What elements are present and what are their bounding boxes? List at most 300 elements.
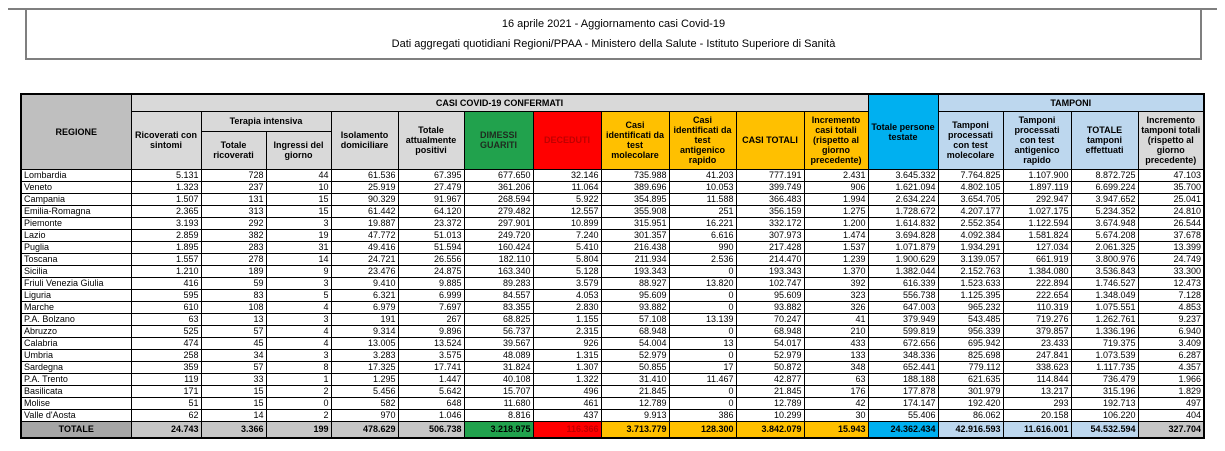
value-cell: 735.988 xyxy=(601,169,669,181)
value-cell: 3.579 xyxy=(533,277,601,289)
value-cell: 189 xyxy=(201,265,266,277)
value-cell: 0 xyxy=(669,289,736,301)
region-name-cell: Valle d'Aosta xyxy=(21,409,131,421)
value-cell: 2.431 xyxy=(804,169,868,181)
value-cell: 31.410 xyxy=(601,373,669,385)
value-cell: 4 xyxy=(266,337,331,349)
value-cell: 54.017 xyxy=(736,337,804,349)
value-cell: 556.738 xyxy=(868,289,938,301)
value-cell: 32.146 xyxy=(533,169,601,181)
value-cell: 192.420 xyxy=(938,397,1003,409)
value-cell: 15 xyxy=(201,385,266,397)
region-name-cell: Lombardia xyxy=(21,169,131,181)
value-cell: 1.046 xyxy=(398,409,464,421)
value-cell: 89.283 xyxy=(464,277,533,289)
total-value-cell: 506.738 xyxy=(398,421,464,438)
value-cell: 108 xyxy=(201,301,266,313)
value-cell: 1.200 xyxy=(804,217,868,229)
value-cell: 292 xyxy=(201,217,266,229)
value-cell: 211.934 xyxy=(601,253,669,265)
value-cell: 382 xyxy=(201,229,266,241)
value-cell: 0 xyxy=(669,385,736,397)
region-name-cell: Sardegna xyxy=(21,361,131,373)
value-cell: 3.947.652 xyxy=(1071,193,1138,205)
value-cell: 57 xyxy=(201,325,266,337)
value-cell: 83.355 xyxy=(464,301,533,313)
value-cell: 42 xyxy=(804,397,868,409)
table-row xyxy=(21,361,1204,373)
value-cell: 2.536 xyxy=(669,253,736,265)
value-cell: 1.155 xyxy=(533,313,601,325)
value-cell: 5 xyxy=(266,289,331,301)
group-header-casi-confermati: CASI COVID-19 CONFERMATI xyxy=(131,94,868,111)
value-cell: 102.747 xyxy=(736,277,804,289)
value-cell: 83 xyxy=(201,289,266,301)
value-cell: 9.410 xyxy=(331,277,398,289)
region-name-cell: Liguria xyxy=(21,289,131,301)
total-value-cell: 54.532.594 xyxy=(1071,421,1138,438)
value-cell: 348.336 xyxy=(868,349,938,361)
total-value-cell: 42.916.593 xyxy=(938,421,1003,438)
value-cell: 1.315 xyxy=(533,349,601,361)
value-cell: 52.979 xyxy=(736,349,804,361)
value-cell: 906 xyxy=(804,181,868,193)
value-cell: 15 xyxy=(266,193,331,205)
value-cell: 386 xyxy=(669,409,736,421)
value-cell: 50.855 xyxy=(601,361,669,373)
value-cell: 1.336.196 xyxy=(1071,325,1138,337)
value-cell: 474 xyxy=(131,337,201,349)
value-cell: 19 xyxy=(266,229,331,241)
value-cell: 736.479 xyxy=(1071,373,1138,385)
value-cell: 0 xyxy=(669,265,736,277)
column-header-casi-totali: CASI TOTALI xyxy=(736,111,804,169)
region-name-cell: P.A. Trento xyxy=(21,373,131,385)
value-cell: 348 xyxy=(804,361,868,373)
value-cell: 926 xyxy=(533,337,601,349)
value-cell: 64.120 xyxy=(398,205,464,217)
value-cell: 15 xyxy=(201,397,266,409)
value-cell: 3.800.976 xyxy=(1071,253,1138,265)
value-cell: 647.003 xyxy=(868,301,938,313)
value-cell: 356.159 xyxy=(736,205,804,217)
column-header-casi-molecolare: Casi identificati da test molecolare xyxy=(601,111,669,169)
value-cell: 1.307 xyxy=(533,361,601,373)
value-cell: 222.894 xyxy=(1003,277,1071,289)
value-cell: 0 xyxy=(669,349,736,361)
value-cell: 214.470 xyxy=(736,253,804,265)
value-cell: 1.966 xyxy=(1138,373,1204,385)
value-cell: 62 xyxy=(131,409,201,421)
value-cell: 90.329 xyxy=(331,193,398,205)
value-cell: 8.872.725 xyxy=(1071,169,1138,181)
value-cell: 54.004 xyxy=(601,337,669,349)
value-cell: 728 xyxy=(201,169,266,181)
value-cell: 48.089 xyxy=(464,349,533,361)
value-cell: 3.283 xyxy=(331,349,398,361)
value-cell: 433 xyxy=(804,337,868,349)
value-cell: 2.859 xyxy=(131,229,201,241)
value-cell: 91.967 xyxy=(398,193,464,205)
group-header-tamponi: TAMPONI xyxy=(938,94,1204,111)
value-cell: 17.741 xyxy=(398,361,464,373)
value-cell: 210 xyxy=(804,325,868,337)
value-cell: 23.372 xyxy=(398,217,464,229)
value-cell: 3 xyxy=(266,349,331,361)
value-cell: 11.588 xyxy=(669,193,736,205)
value-cell: 163.340 xyxy=(464,265,533,277)
value-cell: 14 xyxy=(201,409,266,421)
value-cell: 496 xyxy=(533,385,601,397)
value-cell: 41 xyxy=(804,313,868,325)
column-header-regione: REGIONE xyxy=(21,94,131,169)
value-cell: 1.322 xyxy=(533,373,601,385)
group-header-terapia-intensiva: Terapia intensiva xyxy=(201,111,331,131)
value-cell: 17.325 xyxy=(331,361,398,373)
value-cell: 35.700 xyxy=(1138,181,1204,193)
value-cell: 193.343 xyxy=(601,265,669,277)
value-cell: 3.645.332 xyxy=(868,169,938,181)
value-cell: 1.275 xyxy=(804,205,868,217)
value-cell: 301.979 xyxy=(938,385,1003,397)
total-value-cell: 3.842.079 xyxy=(736,421,804,438)
table-row xyxy=(21,241,1204,253)
value-cell: 49.416 xyxy=(331,241,398,253)
table-row xyxy=(21,277,1204,289)
total-value-cell: 3.366 xyxy=(201,421,266,438)
table-row xyxy=(21,181,1204,193)
value-cell: 379.949 xyxy=(868,313,938,325)
value-cell: 1.507 xyxy=(131,193,201,205)
value-cell: 2.830 xyxy=(533,301,601,313)
value-cell: 392 xyxy=(804,277,868,289)
value-cell: 355.908 xyxy=(601,205,669,217)
table-row xyxy=(21,169,1204,181)
value-cell: 610 xyxy=(131,301,201,313)
value-cell: 2 xyxy=(266,385,331,397)
value-cell: 1.829 xyxy=(1138,385,1204,397)
covid-data-table xyxy=(20,93,1205,439)
value-cell: 93.882 xyxy=(736,301,804,313)
column-header-ricoverati: Ricoverati con sintomi xyxy=(131,111,201,169)
value-cell: 10.299 xyxy=(736,409,804,421)
value-cell: 1.075.551 xyxy=(1071,301,1138,313)
table-row xyxy=(21,313,1204,325)
value-cell: 34 xyxy=(201,349,266,361)
value-cell: 6.699.224 xyxy=(1071,181,1138,193)
table-row xyxy=(21,253,1204,265)
value-cell: 332.172 xyxy=(736,217,804,229)
value-cell: 42.877 xyxy=(736,373,804,385)
value-cell: 3.409 xyxy=(1138,337,1204,349)
value-cell: 9.896 xyxy=(398,325,464,337)
value-cell: 621.635 xyxy=(938,373,1003,385)
table-row xyxy=(21,325,1204,337)
value-cell: 338.623 xyxy=(1003,361,1071,373)
total-value-cell: 3.713.779 xyxy=(601,421,669,438)
value-cell: 24.810 xyxy=(1138,205,1204,217)
value-cell: 63 xyxy=(804,373,868,385)
value-cell: 2.552.354 xyxy=(938,217,1003,229)
value-cell: 95.609 xyxy=(736,289,804,301)
value-cell: 24.875 xyxy=(398,265,464,277)
value-cell: 1.122.594 xyxy=(1003,217,1071,229)
value-cell: 307.973 xyxy=(736,229,804,241)
value-cell: 313 xyxy=(201,205,266,217)
value-cell: 525 xyxy=(131,325,201,337)
column-header-totale-ricoverati: Totale ricoverati xyxy=(201,131,266,169)
value-cell: 191 xyxy=(331,313,398,325)
region-name-cell: Emilia-Romagna xyxy=(21,205,131,217)
region-name-cell: Toscana xyxy=(21,253,131,265)
value-cell: 1.323 xyxy=(131,181,201,193)
value-cell: 95.609 xyxy=(601,289,669,301)
value-cell: 131 xyxy=(201,193,266,205)
value-cell: 10.053 xyxy=(669,181,736,193)
value-cell: 222.654 xyxy=(1003,289,1071,301)
value-cell: 127.034 xyxy=(1003,241,1071,253)
value-cell: 86.062 xyxy=(938,409,1003,421)
value-cell: 3 xyxy=(266,313,331,325)
value-cell: 3.536.843 xyxy=(1071,265,1138,277)
value-cell: 40.108 xyxy=(464,373,533,385)
value-cell: 15.707 xyxy=(464,385,533,397)
value-cell: 119 xyxy=(131,373,201,385)
value-cell: 1.621.094 xyxy=(868,181,938,193)
region-name-cell: Abruzzo xyxy=(21,325,131,337)
value-cell: 1.895 xyxy=(131,241,201,253)
value-cell: 1.107.900 xyxy=(1003,169,1071,181)
total-value-cell: 199 xyxy=(266,421,331,438)
value-cell: 3 xyxy=(266,217,331,229)
value-cell: 258 xyxy=(131,349,201,361)
total-value-cell: 24.362.434 xyxy=(868,421,938,438)
value-cell: 1 xyxy=(266,373,331,385)
table-row xyxy=(21,289,1204,301)
value-cell: 4 xyxy=(266,301,331,313)
value-cell: 4.802.105 xyxy=(938,181,1003,193)
value-cell: 595 xyxy=(131,289,201,301)
value-cell: 5.804 xyxy=(533,253,601,265)
total-value-cell: 15.943 xyxy=(804,421,868,438)
value-cell: 8 xyxy=(266,361,331,373)
column-header-tamponi-antigenico: Tamponi processati con test antigenico rapido xyxy=(1003,111,1071,169)
value-cell: 315.196 xyxy=(1071,385,1138,397)
value-cell: 315.951 xyxy=(601,217,669,229)
value-cell: 24.721 xyxy=(331,253,398,265)
value-cell: 51.013 xyxy=(398,229,464,241)
value-cell: 10.899 xyxy=(533,217,601,229)
value-cell: 9.314 xyxy=(331,325,398,337)
value-cell: 416 xyxy=(131,277,201,289)
value-cell: 1.295 xyxy=(331,373,398,385)
table-row xyxy=(21,229,1204,241)
value-cell: 399.749 xyxy=(736,181,804,193)
value-cell: 26.544 xyxy=(1138,217,1204,229)
value-cell: 114.844 xyxy=(1003,373,1071,385)
column-header-ingressi-giorno: Ingressi del giorno xyxy=(266,131,331,169)
value-cell: 616.339 xyxy=(868,277,938,289)
region-name-cell: Piemonte xyxy=(21,217,131,229)
value-cell: 267 xyxy=(398,313,464,325)
report-title: 16 aprile 2021 - Aggiornamento casi Covid-19 xyxy=(501,18,726,30)
value-cell: 93.882 xyxy=(601,301,669,313)
value-cell: 251 xyxy=(669,205,736,217)
region-name-cell: Molise xyxy=(21,397,131,409)
column-header-deceduti: DECEDUTI xyxy=(533,111,601,169)
table-row xyxy=(21,193,1204,205)
value-cell: 247.841 xyxy=(1003,349,1071,361)
value-cell: 1.370 xyxy=(804,265,868,277)
value-cell: 13.820 xyxy=(669,277,736,289)
value-cell: 777.191 xyxy=(736,169,804,181)
value-cell: 661.919 xyxy=(1003,253,1071,265)
value-cell: 7.764.825 xyxy=(938,169,1003,181)
value-cell: 1.239 xyxy=(804,253,868,265)
value-cell: 26.556 xyxy=(398,253,464,265)
value-cell: 193.343 xyxy=(736,265,804,277)
value-cell: 44 xyxy=(266,169,331,181)
table-row xyxy=(21,409,1204,421)
value-cell: 293 xyxy=(1003,397,1071,409)
value-cell: 11.064 xyxy=(533,181,601,193)
value-cell: 1.125.395 xyxy=(938,289,1003,301)
table-row xyxy=(21,337,1204,349)
value-cell: 0 xyxy=(266,397,331,409)
value-cell: 33 xyxy=(201,373,266,385)
value-cell: 3.654.705 xyxy=(938,193,1003,205)
value-cell: 990 xyxy=(669,241,736,253)
value-cell: 4.357 xyxy=(1138,361,1204,373)
value-cell: 652.441 xyxy=(868,361,938,373)
value-cell: 19.887 xyxy=(331,217,398,229)
value-cell: 1.557 xyxy=(131,253,201,265)
value-cell: 23.433 xyxy=(1003,337,1071,349)
value-cell: 719.276 xyxy=(1003,313,1071,325)
value-cell: 14 xyxy=(266,253,331,265)
value-cell: 437 xyxy=(533,409,601,421)
value-cell: 68.948 xyxy=(736,325,804,337)
value-cell: 106.220 xyxy=(1071,409,1138,421)
value-cell: 7.128 xyxy=(1138,289,1204,301)
table-row xyxy=(21,349,1204,361)
value-cell: 4.053 xyxy=(533,289,601,301)
value-cell: 57 xyxy=(201,361,266,373)
value-cell: 56.737 xyxy=(464,325,533,337)
table-row xyxy=(21,205,1204,217)
value-cell: 9.913 xyxy=(601,409,669,421)
value-cell: 3.139.057 xyxy=(938,253,1003,265)
value-cell: 6.999 xyxy=(398,289,464,301)
value-cell: 1.027.175 xyxy=(1003,205,1071,217)
value-cell: 51.594 xyxy=(398,241,464,253)
region-name-cell: Umbria xyxy=(21,349,131,361)
value-cell: 379.857 xyxy=(1003,325,1071,337)
value-cell: 3.193 xyxy=(131,217,201,229)
value-cell: 13.139 xyxy=(669,313,736,325)
value-cell: 2.634.224 xyxy=(868,193,938,205)
value-cell: 188.188 xyxy=(868,373,938,385)
table-row xyxy=(21,301,1204,313)
value-cell: 1.900.629 xyxy=(868,253,938,265)
value-cell: 1.210 xyxy=(131,265,201,277)
value-cell: 33.300 xyxy=(1138,265,1204,277)
value-cell: 366.483 xyxy=(736,193,804,205)
table-row xyxy=(21,373,1204,385)
value-cell: 13 xyxy=(669,337,736,349)
value-cell: 0 xyxy=(669,301,736,313)
value-cell: 404 xyxy=(1138,409,1204,421)
value-cell: 177.878 xyxy=(868,385,938,397)
column-header-dimessi-guariti: DIMESSI GUARITI xyxy=(464,111,533,169)
value-cell: 9.237 xyxy=(1138,313,1204,325)
total-value-cell: 128.300 xyxy=(669,421,736,438)
value-cell: 5.642 xyxy=(398,385,464,397)
value-cell: 672.656 xyxy=(868,337,938,349)
total-value-cell: 478.629 xyxy=(331,421,398,438)
value-cell: 278 xyxy=(201,253,266,265)
value-cell: 12.789 xyxy=(601,397,669,409)
value-cell: 4.207.177 xyxy=(938,205,1003,217)
table-row xyxy=(21,385,1204,397)
region-name-cell: Basilicata xyxy=(21,385,131,397)
value-cell: 39.567 xyxy=(464,337,533,349)
value-cell: 160.424 xyxy=(464,241,533,253)
value-cell: 10 xyxy=(266,181,331,193)
total-row xyxy=(21,421,1204,438)
region-name-cell: P.A. Bolzano xyxy=(21,313,131,325)
value-cell: 0 xyxy=(669,397,736,409)
total-value-cell: 116.366 xyxy=(533,421,601,438)
value-cell: 6.940 xyxy=(1138,325,1204,337)
value-cell: 70.247 xyxy=(736,313,804,325)
value-cell: 1.447 xyxy=(398,373,464,385)
region-name-cell: Marche xyxy=(21,301,131,313)
value-cell: 30 xyxy=(804,409,868,421)
value-cell: 695.942 xyxy=(938,337,1003,349)
value-cell: 359 xyxy=(131,361,201,373)
value-cell: 47.772 xyxy=(331,229,398,241)
value-cell: 13 xyxy=(201,313,266,325)
value-cell: 3 xyxy=(266,277,331,289)
value-cell: 192.713 xyxy=(1071,397,1138,409)
value-cell: 31.824 xyxy=(464,361,533,373)
value-cell: 7.240 xyxy=(533,229,601,241)
value-cell: 6.979 xyxy=(331,301,398,313)
value-cell: 182.110 xyxy=(464,253,533,265)
value-cell: 582 xyxy=(331,397,398,409)
value-cell: 956.339 xyxy=(938,325,1003,337)
column-header-totale-tamponi: TOTALE tamponi effettuati xyxy=(1071,111,1138,169)
value-cell: 1.348.049 xyxy=(1071,289,1138,301)
value-cell: 21.845 xyxy=(736,385,804,397)
value-cell: 20.158 xyxy=(1003,409,1071,421)
value-cell: 3.674.948 xyxy=(1071,217,1138,229)
region-name-cell: Campania xyxy=(21,193,131,205)
value-cell: 41.203 xyxy=(669,169,736,181)
value-cell: 9.885 xyxy=(398,277,464,289)
value-cell: 25.919 xyxy=(331,181,398,193)
value-cell: 16.221 xyxy=(669,217,736,229)
value-cell: 1.934.291 xyxy=(938,241,1003,253)
report-subtitle: Dati aggregati quotidiani Regioni/PPAA - Ministero della Salute - Istituto Superiore di Sanità xyxy=(391,38,836,50)
value-cell: 59 xyxy=(201,277,266,289)
value-cell: 8.816 xyxy=(464,409,533,421)
value-cell: 4.092.384 xyxy=(938,229,1003,241)
value-cell: 13.005 xyxy=(331,337,398,349)
region-name-cell: Sicilia xyxy=(21,265,131,277)
total-value-cell: 11.616.001 xyxy=(1003,421,1071,438)
